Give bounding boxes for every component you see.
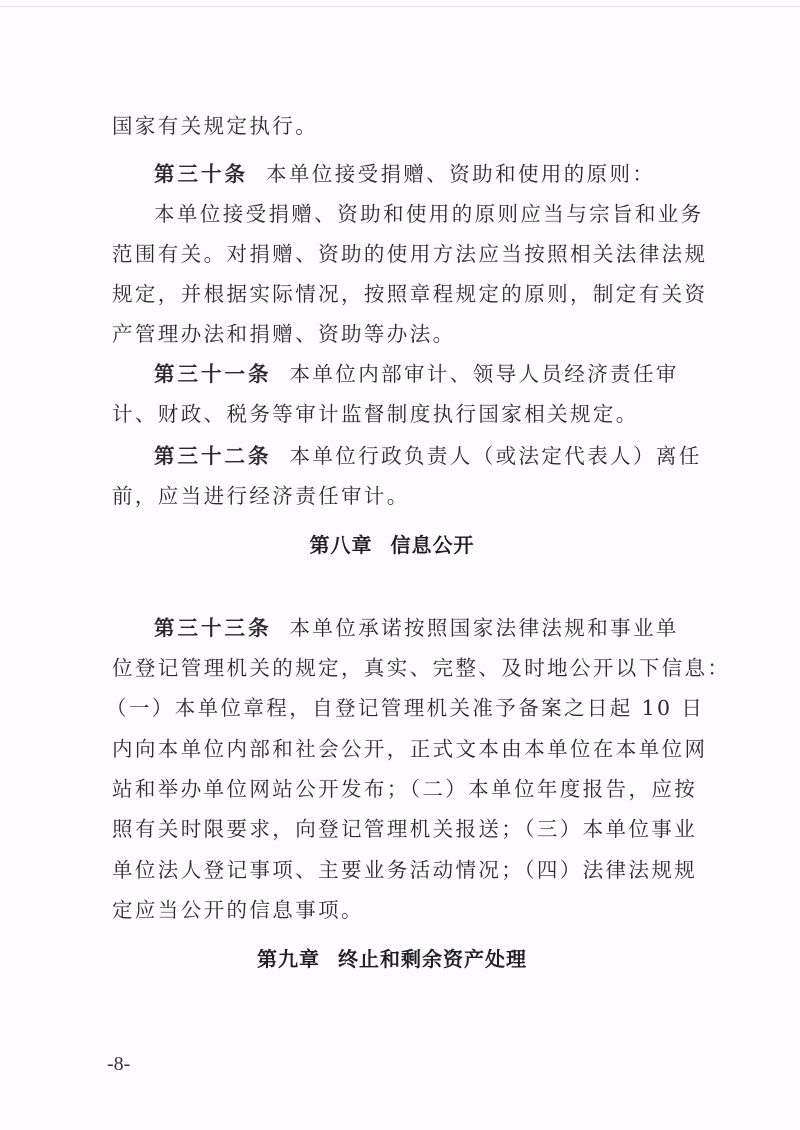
paragraph-line — [112, 895, 672, 925]
paragraph-line — [106, 693, 705, 723]
line-text: 单位法人登记事项、主要业务活动情况；（四）法律法规规 — [112, 858, 698, 882]
line-text: 本单位内部审计、领导人员经济责任审 — [289, 362, 679, 386]
line-text: （一）本单位章程，自登记管理机关准予备案之日起 10 日 — [106, 696, 705, 720]
page-number: -8- — [107, 1053, 131, 1075]
line-text: 照有关时限要求，向登记管理机关报送；（三）本单位事业 — [112, 817, 698, 841]
paragraph-line — [112, 653, 731, 683]
line-text: 本单位接受捐赠、资助和使用的原则： — [266, 162, 656, 186]
line-text: 计、财政、税务等审计监督制度执行国家相关规定。 — [112, 402, 639, 426]
paragraph-line — [112, 111, 672, 141]
paragraph-line — [112, 774, 698, 804]
paragraph-line — [112, 239, 708, 269]
paragraph-line — [112, 319, 672, 349]
article-33-heading — [154, 613, 679, 643]
line-text: 前，应当进行经济责任审计。 — [112, 484, 410, 508]
article-label: 第三十条 — [154, 162, 248, 186]
line-text: 位登记管理机关的规定，真实、完整、及时地公开以下信息： — [112, 656, 731, 680]
line-text: 本单位行政负责人（或法定代表人）离任 — [289, 444, 702, 468]
chapter-number: 第九章 — [257, 947, 320, 971]
paragraph-line — [112, 481, 672, 511]
line-text: 规定，并根据实际情况，按照章程规定的原则，制定有关资 — [112, 282, 708, 306]
chapter-title: 终止和剩余资产处理 — [338, 947, 527, 971]
chapter-8-heading — [112, 530, 672, 560]
paragraph-line — [112, 814, 698, 844]
line-text: 内向本单位内部和社会公开，正式文本由本单位在本单位网 — [112, 737, 708, 761]
chapter-title: 信息公开 — [390, 533, 475, 557]
paragraph-line — [112, 279, 708, 309]
line-text: 国家有关规定执行。 — [112, 114, 319, 138]
article-label: 第三十二条 — [154, 444, 272, 468]
line-text: 范围有关。对捐赠、资助的使用方法应当按照相关法律法规 — [112, 242, 708, 266]
line-text: 定应当公开的信息事项。 — [112, 898, 364, 922]
paragraph-line — [154, 199, 704, 229]
article-label: 第三十一条 — [154, 362, 272, 386]
paragraph-line — [112, 855, 698, 885]
article-30-heading — [154, 159, 672, 189]
chapter-number: 第八章 — [309, 533, 373, 557]
article-31-heading — [154, 359, 679, 389]
line-text: 本单位承诺按照国家法律法规和事业单 — [289, 616, 679, 640]
page-top-edge — [0, 6, 800, 7]
line-text: 产管理办法和捐赠、资助等办法。 — [112, 322, 456, 346]
paragraph-line — [112, 734, 708, 764]
paragraph-line — [112, 399, 672, 429]
article-32-heading — [154, 441, 702, 471]
article-label: 第三十三条 — [154, 616, 272, 640]
chapter-9-heading — [112, 944, 672, 974]
line-text: 本单位接受捐赠、资助和使用的原则应当与宗旨和业务 — [154, 202, 704, 226]
line-text: 站和举办单位网站公开发布；（二）本单位年度报告，应按 — [112, 777, 698, 801]
